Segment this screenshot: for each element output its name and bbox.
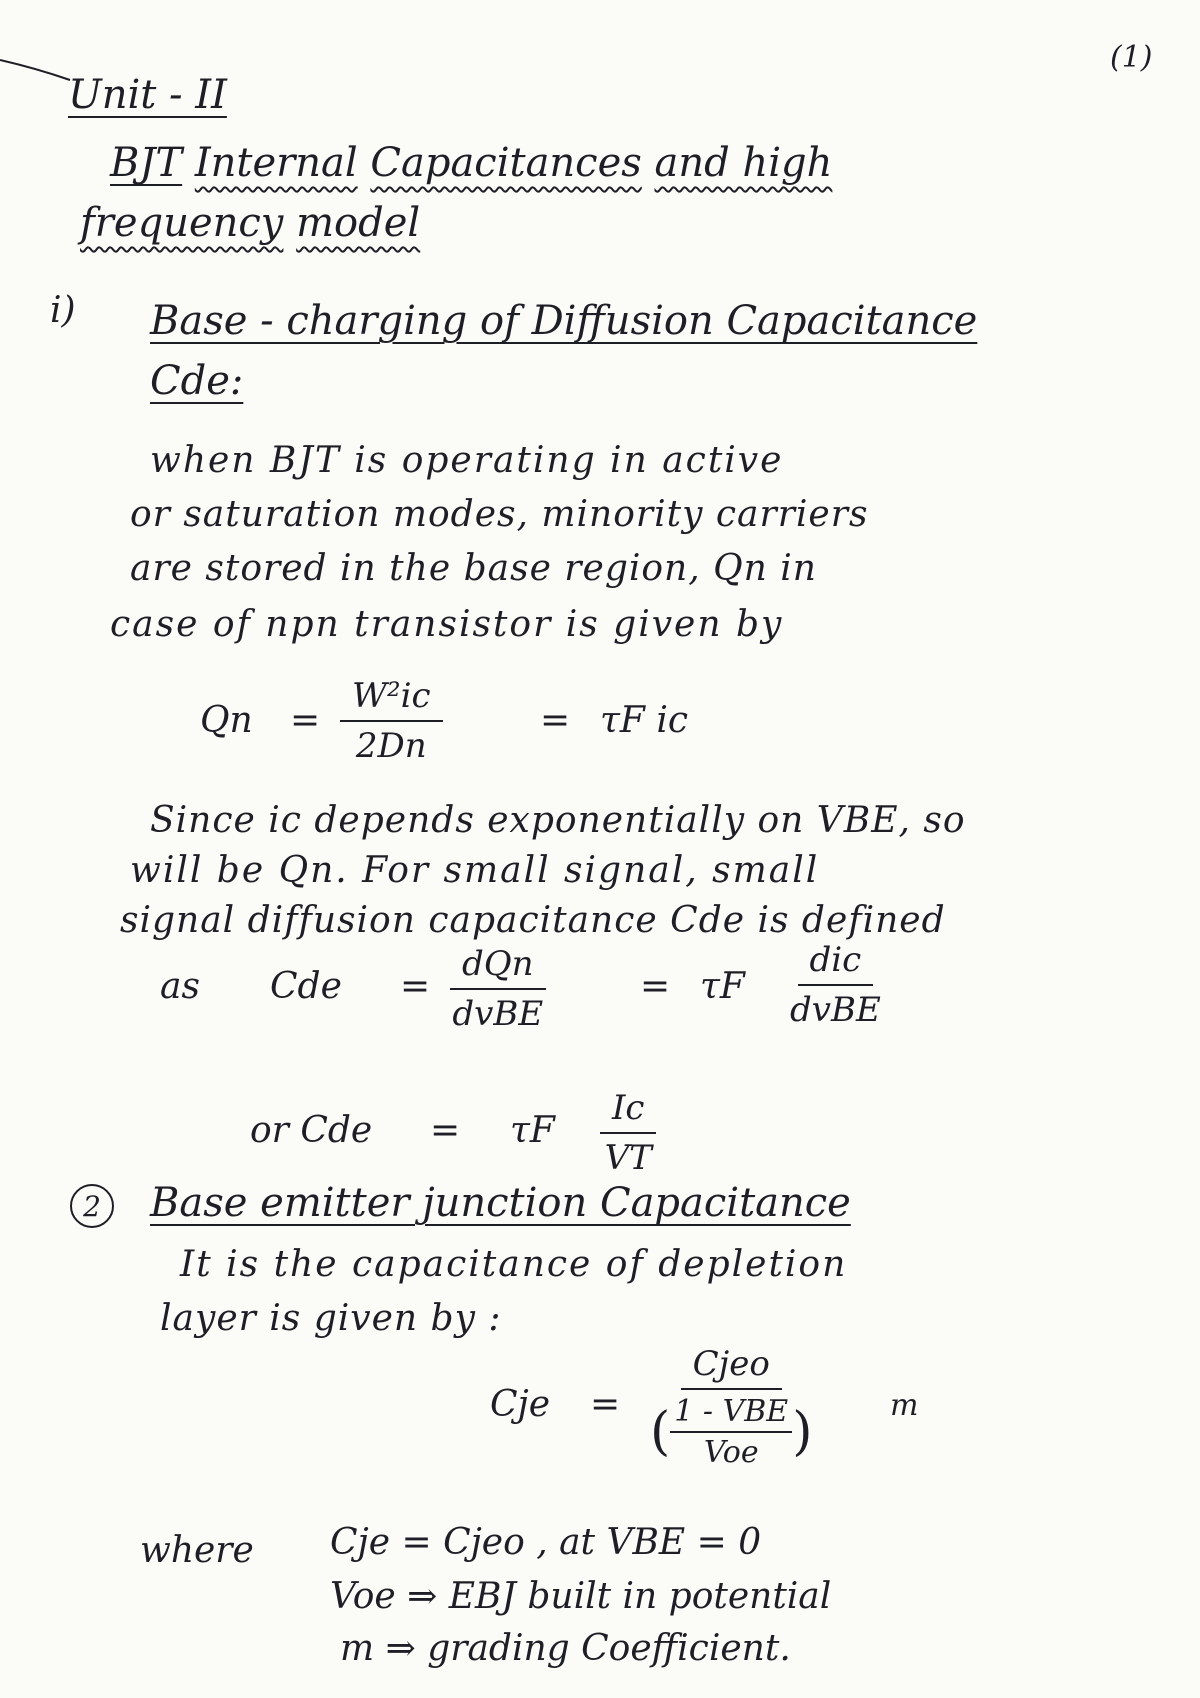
section1-para2-line: Since ic depends exponentially on VBE, so bbox=[150, 800, 966, 841]
section1-para-line: are stored in the base region, Qn in bbox=[130, 548, 817, 589]
eq2-fraction-2 bbox=[790, 940, 881, 1030]
unit-heading: Unit - II bbox=[68, 72, 227, 118]
title-word-and-high: and high bbox=[654, 140, 833, 186]
eq2-numerator-1: dQn bbox=[450, 944, 546, 990]
cje-fraction bbox=[650, 1344, 813, 1470]
title-word-frequency: frequency bbox=[80, 200, 284, 246]
cje-exponent: m bbox=[890, 1388, 919, 1423]
eq1-equals: = bbox=[290, 700, 321, 741]
eq3-fraction bbox=[600, 1088, 656, 1178]
eq3-lhs: or Cde bbox=[250, 1110, 373, 1151]
cje-equals: = bbox=[590, 1384, 621, 1425]
eq2-denominator-2: dvBE bbox=[790, 990, 881, 1030]
section1-para2-line: will be Qn. For small signal, small bbox=[130, 850, 820, 891]
eq3-numerator: Ic bbox=[600, 1088, 656, 1134]
title-line-2 bbox=[80, 200, 420, 246]
eq3-tau: τF bbox=[510, 1110, 555, 1151]
eq1-fraction bbox=[340, 676, 443, 766]
eq1-equals-2: = bbox=[540, 700, 571, 741]
page-number: (1) bbox=[1110, 40, 1153, 75]
eq2-fraction-1 bbox=[450, 944, 546, 1034]
title-word-model: model bbox=[296, 200, 421, 246]
eq2-equals-2: = bbox=[640, 966, 671, 1007]
cje-numerator: Cjeo bbox=[681, 1344, 782, 1390]
section2-marker: 2 bbox=[70, 1184, 114, 1228]
eq2-tau: τF bbox=[700, 966, 745, 1007]
eq1-denominator: 2Dn bbox=[355, 726, 427, 766]
cje-lhs: Cje bbox=[490, 1384, 551, 1425]
where-line: m ⇒ grading Coefficient. bbox=[340, 1628, 791, 1669]
cje-inner-denominator: Voe bbox=[703, 1435, 759, 1470]
section1-heading: Base - charging of Diffusion Capacitance bbox=[150, 298, 978, 344]
title-word-bjt: BJT bbox=[110, 140, 183, 186]
eq2-lhs: Cde bbox=[270, 966, 342, 1007]
title-word-capacitances: Capacitances bbox=[370, 140, 642, 186]
eq3-denominator: VT bbox=[604, 1138, 652, 1178]
section1-para-line: or saturation modes, minority carriers bbox=[130, 494, 869, 535]
eq2-denominator-1: dvBE bbox=[452, 994, 544, 1034]
section1-para-line: case of npn transistor is given by bbox=[110, 604, 784, 645]
eq2-prefix: as bbox=[160, 966, 200, 1007]
cje-inner-numerator: 1 - VBE bbox=[670, 1394, 792, 1433]
eq3-equals: = bbox=[430, 1110, 461, 1151]
where-line: Cje = Cjeo , at VBE = 0 bbox=[330, 1522, 762, 1563]
eq2-equals: = bbox=[400, 966, 431, 1007]
eq1-rhs: τF ic bbox=[600, 700, 689, 741]
where-line: Voe ⇒ EBJ built in potential bbox=[330, 1576, 832, 1617]
title-word-internal: Internal bbox=[194, 140, 358, 186]
title-line-1 bbox=[110, 140, 832, 186]
eq1-lhs: Qn bbox=[200, 700, 253, 741]
section1-marker: i) bbox=[50, 290, 76, 331]
cje-denominator: ( 1 - VBE Voe ) bbox=[650, 1394, 813, 1470]
section2-para-line: layer is given by : bbox=[160, 1298, 502, 1339]
eq2-numerator-2: dic bbox=[798, 940, 874, 986]
section2-heading: Base emitter junction Capacitance bbox=[150, 1180, 851, 1226]
eq1-numerator: W²ic bbox=[340, 676, 443, 722]
where-label: where bbox=[140, 1530, 254, 1571]
section1-para2-line: signal diffusion capacitance Cde is defined bbox=[120, 900, 946, 941]
section1-heading-cde: Cde: bbox=[150, 358, 244, 404]
section2-para-line: It is the capacitance of depletion bbox=[180, 1244, 848, 1285]
section1-para-line: when BJT is operating in active bbox=[150, 440, 784, 481]
